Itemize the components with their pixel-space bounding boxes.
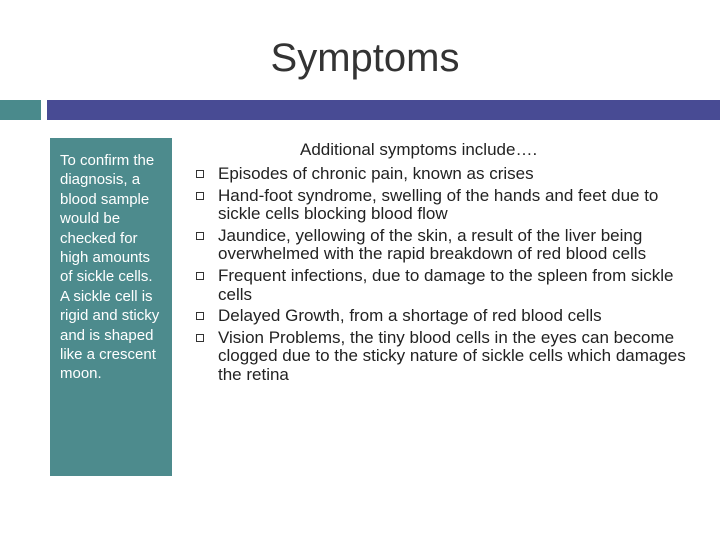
bullet-text: Delayed Growth, from a shortage of red blood cells <box>218 306 602 326</box>
bullet-text: Vision Problems, the tiny blood cells in the eyes can become clogged due to the sticky nature of sickle cells which damages the retina <box>218 327 686 384</box>
list-item <box>194 307 694 326</box>
square-bullet-icon <box>196 232 204 240</box>
sidebar-panel <box>50 138 172 476</box>
sidebar-text: To confirm the diagnosis, a blood sample would be checked for high amounts of sickle cells. A sickle cell is rigid and sticky and is shaped like a crescent moon. <box>60 152 160 383</box>
accent-bar-indigo <box>47 100 720 120</box>
square-bullet-icon <box>196 334 204 342</box>
intro-text: Additional symptoms include…. <box>300 140 538 159</box>
list-item <box>194 329 694 385</box>
accent-bar-teal <box>0 100 41 120</box>
list-item <box>194 165 694 184</box>
bullet-text: Jaundice, yellowing of the skin, a result of the liver being overwhelmed with the rapid breakdown of red blood cells <box>218 225 647 264</box>
square-bullet-icon <box>196 312 204 320</box>
list-item <box>194 267 694 304</box>
bullet-text: Hand-foot syndrome, swelling of the hands and feet due to sickle cells blocking blood flow <box>218 185 659 224</box>
symptom-list <box>194 165 694 388</box>
square-bullet-icon <box>196 170 204 178</box>
slide-title: Symptoms <box>270 36 460 80</box>
list-item <box>194 227 694 264</box>
square-bullet-icon <box>196 272 204 280</box>
list-item <box>194 187 694 224</box>
bullet-text: Frequent infections, due to damage to the spleen from sickle cells <box>218 265 674 304</box>
bullet-text: Episodes of chronic pain, known as crises <box>218 164 534 183</box>
square-bullet-icon <box>196 192 204 200</box>
